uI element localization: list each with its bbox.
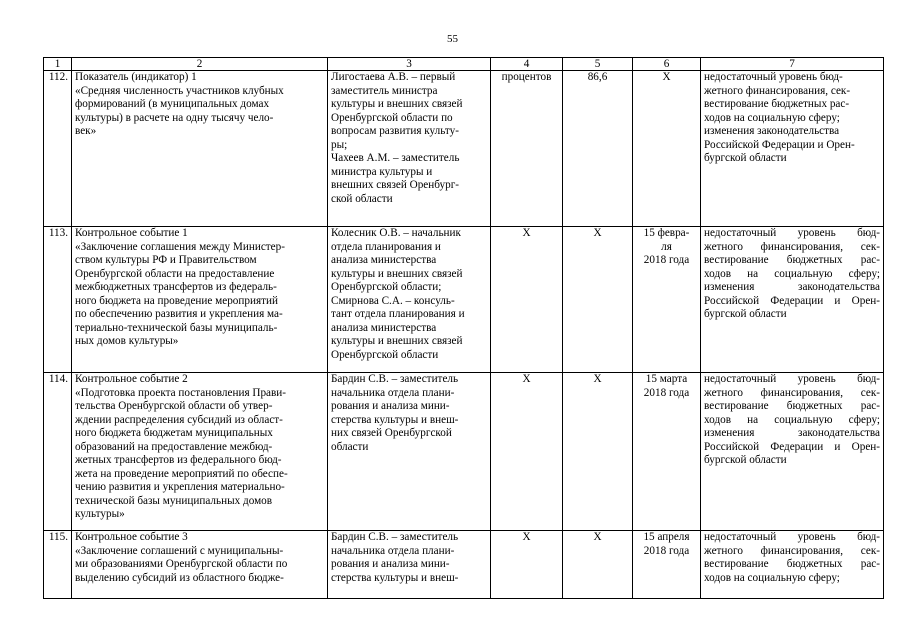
text-line: стерства культуры и внеш- — [331, 571, 459, 584]
text-line: 15 марта — [645, 373, 688, 385]
text-line: ля — [661, 240, 672, 253]
text-line: культуры и внешних связей — [331, 267, 463, 280]
text-line: Оренбургской области по — [331, 111, 453, 124]
text-line: жетного финансирования, сек- — [704, 544, 880, 557]
responsible-cell — [328, 71, 491, 227]
text-line: изменения законодательства — [704, 125, 840, 137]
header-cell: 5 — [563, 58, 633, 71]
text-line: недостаточный уровень бюд- — [704, 531, 880, 543]
row-number: 112. — [44, 71, 72, 227]
plan-table — [43, 57, 884, 599]
header-cell: 2 — [72, 58, 328, 71]
header-cell: 4 — [491, 58, 563, 71]
row-number: 113. — [44, 227, 72, 373]
text-line: Российской Федерации и Орен- — [704, 440, 880, 453]
text-line: бургской области — [704, 152, 787, 164]
text-line: вестирование бюджетных рас- — [704, 400, 880, 412]
text-line: Колесник О.В. – начальник — [331, 227, 461, 239]
text-line: начальника отдела плани- — [331, 544, 455, 557]
text-line: культуры и внешних связей — [331, 335, 463, 347]
header-cell: 6 — [633, 58, 701, 71]
description-cell — [72, 71, 328, 227]
text-line: рования и анализа мини- — [331, 558, 450, 570]
date-cell — [633, 373, 701, 531]
text-line: Контрольное событие 3 — [75, 531, 188, 543]
text-line: «Заключение соглашения между Министер- — [75, 240, 285, 253]
text-line: анализа министерства — [331, 254, 437, 266]
text-line: жета на проведение мероприятий по обеспе- — [75, 467, 288, 480]
text-line: жетного финансирования, сек- — [704, 386, 880, 399]
text-line: формирований (в муниципальных домах — [75, 98, 270, 110]
text-line: ры; — [331, 138, 348, 151]
value-cell: 86,6 — [563, 71, 633, 227]
text-line: 15 апреля — [643, 531, 690, 543]
text-line: культуры) в расчете на одну тысячу чело- — [75, 111, 274, 124]
text-line: Российской Федерации и Орен- — [704, 294, 880, 307]
text-line: ской области — [331, 192, 393, 205]
text-line: ных домов культуры» — [75, 335, 179, 347]
text-line: ходов на социальную сферу; — [704, 571, 840, 584]
text-line: межбюджетных трансфертов из федераль- — [75, 281, 277, 293]
text-line: Показатель (индикатор) 1 — [75, 71, 197, 83]
text-line: Контрольное событие 1 — [75, 227, 188, 239]
date-cell — [633, 227, 701, 373]
text-line: области — [331, 440, 369, 453]
text-line: Контрольное событие 2 — [75, 373, 188, 385]
text-line: культуры» — [75, 508, 125, 520]
text-line: Оренбургской области на предоставление — [75, 267, 275, 280]
header-cell: 7 — [701, 58, 884, 71]
text-line: ми образованиями Оренбургской области по — [75, 558, 288, 570]
text-line: вопросам развития культу- — [331, 125, 459, 137]
page-number: 55 — [447, 33, 458, 45]
text-line: недостаточный уровень бюд- — [704, 227, 880, 239]
text-line: «Заключение соглашений с муниципальны- — [75, 544, 284, 557]
text-line: стерства культуры и внеш- — [331, 413, 459, 426]
text-line: «Подготовка проекта постановления Прави- — [75, 386, 287, 399]
text-line: 2018 года — [643, 254, 690, 266]
text-line: начальника отдела плани- — [331, 386, 455, 399]
text-line: ждении распределения субсидий из област- — [75, 413, 283, 426]
risks-cell — [701, 227, 884, 373]
text-line: ходов на социальную сферу; — [704, 413, 880, 426]
text-line: них связей Оренбургской — [331, 427, 452, 439]
text-line: бургской области — [704, 308, 787, 320]
text-line: недостаточный уровень бюд- — [704, 71, 843, 83]
row-number: 114. — [44, 373, 72, 531]
text-line: Лигостаева А.В. – первый — [331, 71, 456, 83]
text-line: вестирование бюджетных рас- — [704, 254, 880, 266]
text-line: тельства Оренбургской области об утвер- — [75, 400, 273, 412]
text-line: «Средняя численность участников клубных — [75, 84, 284, 97]
unit-cell: Х — [491, 373, 563, 531]
text-line: Оренбургской области; — [331, 281, 442, 293]
text-line: Бардин С.В. – заместитель — [331, 373, 459, 385]
text-line: Смирнова С.А. – консуль- — [331, 294, 455, 307]
text-line: Российской Федерации и Орен- — [704, 138, 855, 151]
text-line: 2018 года — [643, 544, 690, 557]
text-line: изменения законодательства — [704, 281, 880, 293]
row-number: 115. — [44, 531, 72, 599]
text-line: 15 февра- — [643, 227, 690, 239]
text-line: Чахеев А.М. – заместитель — [331, 152, 460, 164]
text-line: ходов на социальную сферу; — [704, 267, 880, 280]
date-cell — [633, 531, 701, 599]
text-line: чению развития и укрепления материально- — [75, 481, 285, 493]
responsible-cell — [328, 531, 491, 599]
unit-cell: Х — [491, 227, 563, 373]
risks-cell — [701, 71, 884, 227]
text-line: рования и анализа мини- — [331, 400, 450, 412]
value-cell: Х — [563, 531, 633, 599]
text-line: отдела планирования и — [331, 240, 441, 253]
text-line: Х — [662, 71, 671, 83]
text-line: образований на предоставление межбюд- — [75, 440, 273, 453]
text-line: по обеспечению развития и укрепления ма- — [75, 308, 283, 320]
description-cell — [72, 373, 328, 531]
header-row — [44, 58, 884, 71]
text-line: бургской области — [704, 454, 787, 466]
value-cell: Х — [563, 227, 633, 373]
text-line: Бардин С.В. – заместитель — [331, 531, 459, 543]
text-line: жетных трансфертов из федерального бюд- — [75, 454, 282, 466]
text-line: 2018 года — [643, 386, 690, 399]
text-line: технической базы муниципальных домов — [75, 494, 273, 507]
text-line: тант отдела планирования и — [331, 308, 465, 320]
value-cell: Х — [563, 373, 633, 531]
text-line: ходов на социальную сферу; — [704, 111, 840, 124]
text-line: жетного финансирования, сек- — [704, 84, 851, 97]
table-row — [44, 373, 884, 531]
header-cell: 3 — [328, 58, 491, 71]
description-cell — [72, 227, 328, 373]
text-line: ного бюджета на проведение мероприятий — [75, 294, 278, 307]
text-line: недостаточный уровень бюд- — [704, 373, 880, 385]
text-line: культуры и внешних связей — [331, 98, 463, 110]
text-line: анализа министерства — [331, 321, 437, 334]
description-cell — [72, 531, 328, 599]
table-row — [44, 227, 884, 373]
responsible-cell — [328, 373, 491, 531]
text-line: вестирование бюджетных рас- — [704, 558, 880, 570]
responsible-cell — [328, 227, 491, 373]
table-row — [44, 71, 884, 227]
text-line: ством культуры РФ и Правительством — [75, 254, 257, 266]
text-line: изменения законодательства — [704, 427, 880, 439]
unit-cell: Х — [491, 531, 563, 599]
text-line: внешних связей Оренбург- — [331, 179, 460, 191]
text-line: ного бюджета бюджетам муниципальных — [75, 427, 273, 439]
text-line: министра культуры и — [331, 165, 433, 178]
date-cell — [633, 71, 701, 227]
text-line: выделению субсидий из областного бюдже- — [75, 571, 284, 584]
header-cell: 1 — [44, 58, 72, 71]
unit-cell: процентов — [491, 71, 563, 227]
text-line: Оренбургской области — [331, 348, 439, 361]
table-row — [44, 531, 884, 599]
text-line: заместитель министра — [331, 84, 438, 97]
risks-cell — [701, 531, 884, 599]
text-line: териально-технической базы муниципаль- — [75, 321, 278, 334]
text-line: век» — [75, 125, 97, 137]
risks-cell — [701, 373, 884, 531]
text-line: вестирование бюджетных рас- — [704, 98, 850, 110]
text-line: жетного финансирования, сек- — [704, 240, 880, 253]
